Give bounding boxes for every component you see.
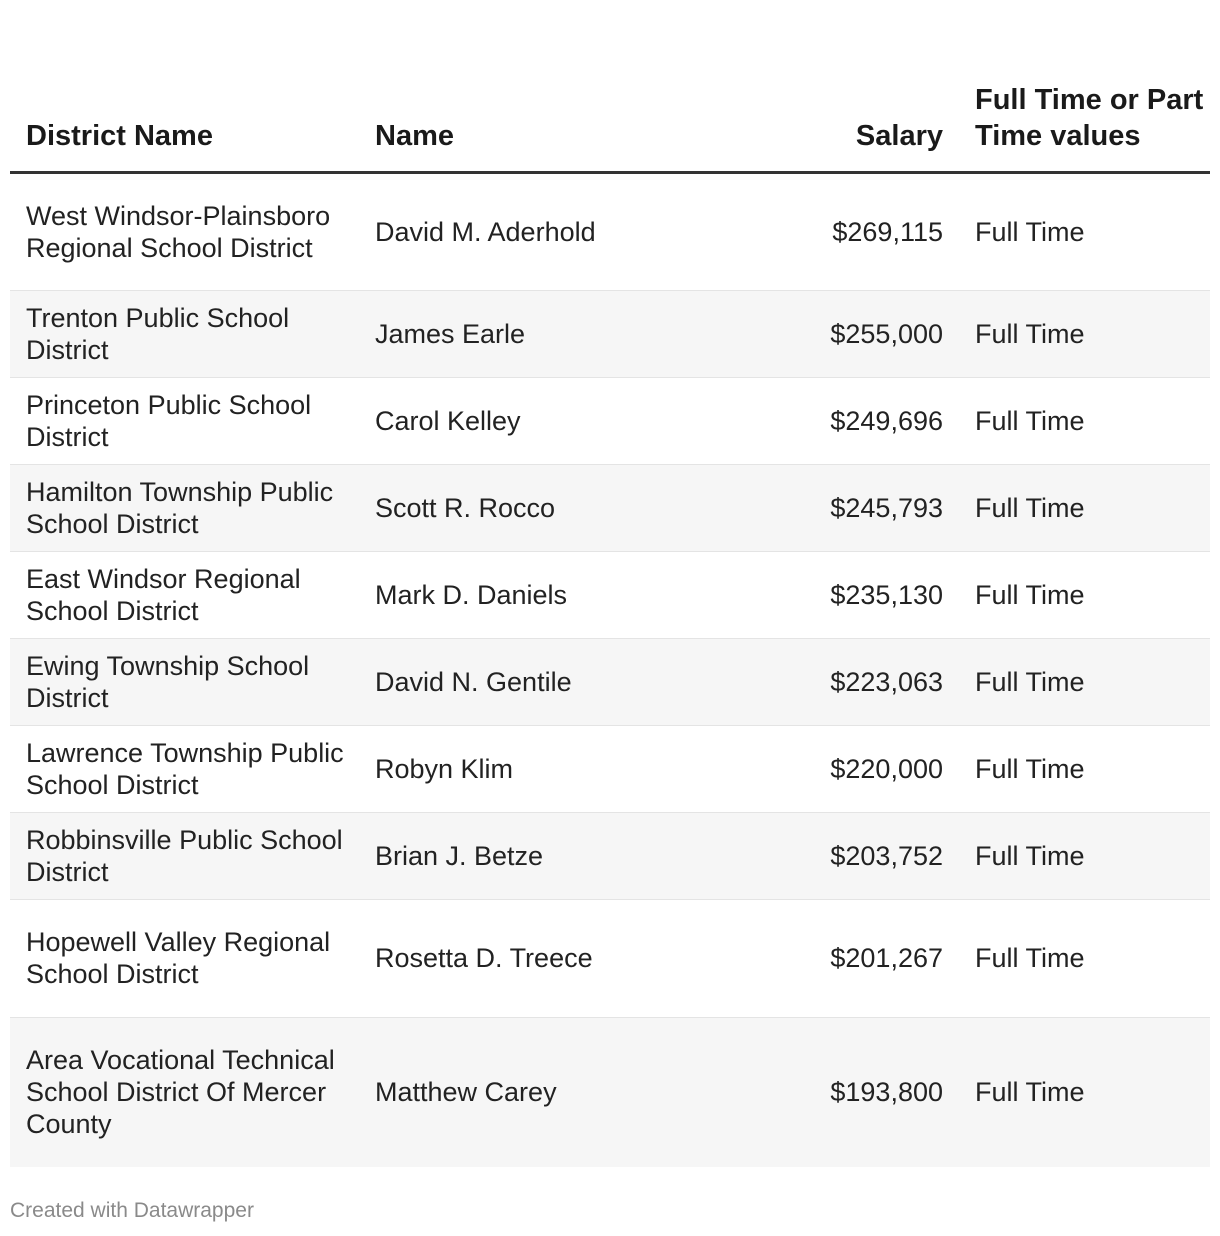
table-header	[10, 0, 1210, 172]
table-row	[10, 1017, 1210, 1167]
superintendent-name-cell: Scott R. Rocco	[359, 464, 710, 551]
district-name-cell: East Windsor Regional School District	[10, 551, 359, 638]
column-header-name[interactable]: Name	[359, 0, 710, 172]
superintendent-name-cell: James Earle	[359, 290, 710, 377]
district-name-cell: Trenton Public School District	[10, 290, 359, 377]
table-row	[10, 725, 1210, 812]
table-row	[10, 638, 1210, 725]
salary-cell: $249,696	[710, 377, 959, 464]
column-header-salary[interactable]: Salary	[710, 0, 959, 172]
employment-type-cell: Full Time	[959, 377, 1210, 464]
superintendent-name-cell: Brian J. Betze	[359, 812, 710, 899]
table-row	[10, 464, 1210, 551]
salary-cell: $193,800	[710, 1017, 959, 1167]
table-row	[10, 290, 1210, 377]
salary-cell: $245,793	[710, 464, 959, 551]
table-row	[10, 172, 1210, 290]
employment-type-cell: Full Time	[959, 290, 1210, 377]
district-name-cell: West Windsor-Plainsboro Regional School District	[10, 172, 359, 290]
superintendent-name-cell: Mark D. Daniels	[359, 551, 710, 638]
table-row	[10, 899, 1210, 1017]
table-row	[10, 812, 1210, 899]
district-name-cell: Lawrence Township Public School District	[10, 725, 359, 812]
salary-cell: $203,752	[710, 812, 959, 899]
table-row	[10, 551, 1210, 638]
salary-cell: $220,000	[710, 725, 959, 812]
table-row	[10, 377, 1210, 464]
district-name-cell: Hamilton Township Public School District	[10, 464, 359, 551]
district-name-cell: Robbinsville Public School District	[10, 812, 359, 899]
employment-type-cell: Full Time	[959, 1017, 1210, 1167]
salary-cell: $223,063	[710, 638, 959, 725]
superintendent-name-cell: David M. Aderhold	[359, 172, 710, 290]
superintendent-name-cell: Rosetta D. Treece	[359, 899, 710, 1017]
employment-type-cell: Full Time	[959, 172, 1210, 290]
employment-type-cell: Full Time	[959, 899, 1210, 1017]
table-container	[10, 0, 1210, 1167]
employment-type-cell: Full Time	[959, 464, 1210, 551]
employment-type-cell: Full Time	[959, 812, 1210, 899]
district-name-cell: Hopewell Valley Regional School District	[10, 899, 359, 1017]
salary-cell: $235,130	[710, 551, 959, 638]
employment-type-cell: Full Time	[959, 725, 1210, 812]
column-header-employment-type[interactable]: Full Time or Part Time values	[959, 0, 1210, 172]
datawrapper-credit: Created with Datawrapper	[10, 1199, 254, 1222]
superintendent-name-cell: Carol Kelley	[359, 377, 710, 464]
table-body	[10, 172, 1210, 1167]
superintendent-name-cell: David N. Gentile	[359, 638, 710, 725]
employment-type-cell: Full Time	[959, 638, 1210, 725]
salary-cell: $269,115	[710, 172, 959, 290]
salary-cell: $255,000	[710, 290, 959, 377]
district-name-cell: Ewing Township School District	[10, 638, 359, 725]
employment-type-cell: Full Time	[959, 551, 1210, 638]
superintendent-name-cell: Matthew Carey	[359, 1017, 710, 1167]
column-header-district-name[interactable]: District Name	[10, 0, 359, 172]
superintendent-name-cell: Robyn Klim	[359, 725, 710, 812]
salary-table	[10, 0, 1210, 1167]
district-name-cell: Area Vocational Technical School District Of Mercer County	[10, 1017, 359, 1167]
salary-cell: $201,267	[710, 899, 959, 1017]
district-name-cell: Princeton Public School District	[10, 377, 359, 464]
